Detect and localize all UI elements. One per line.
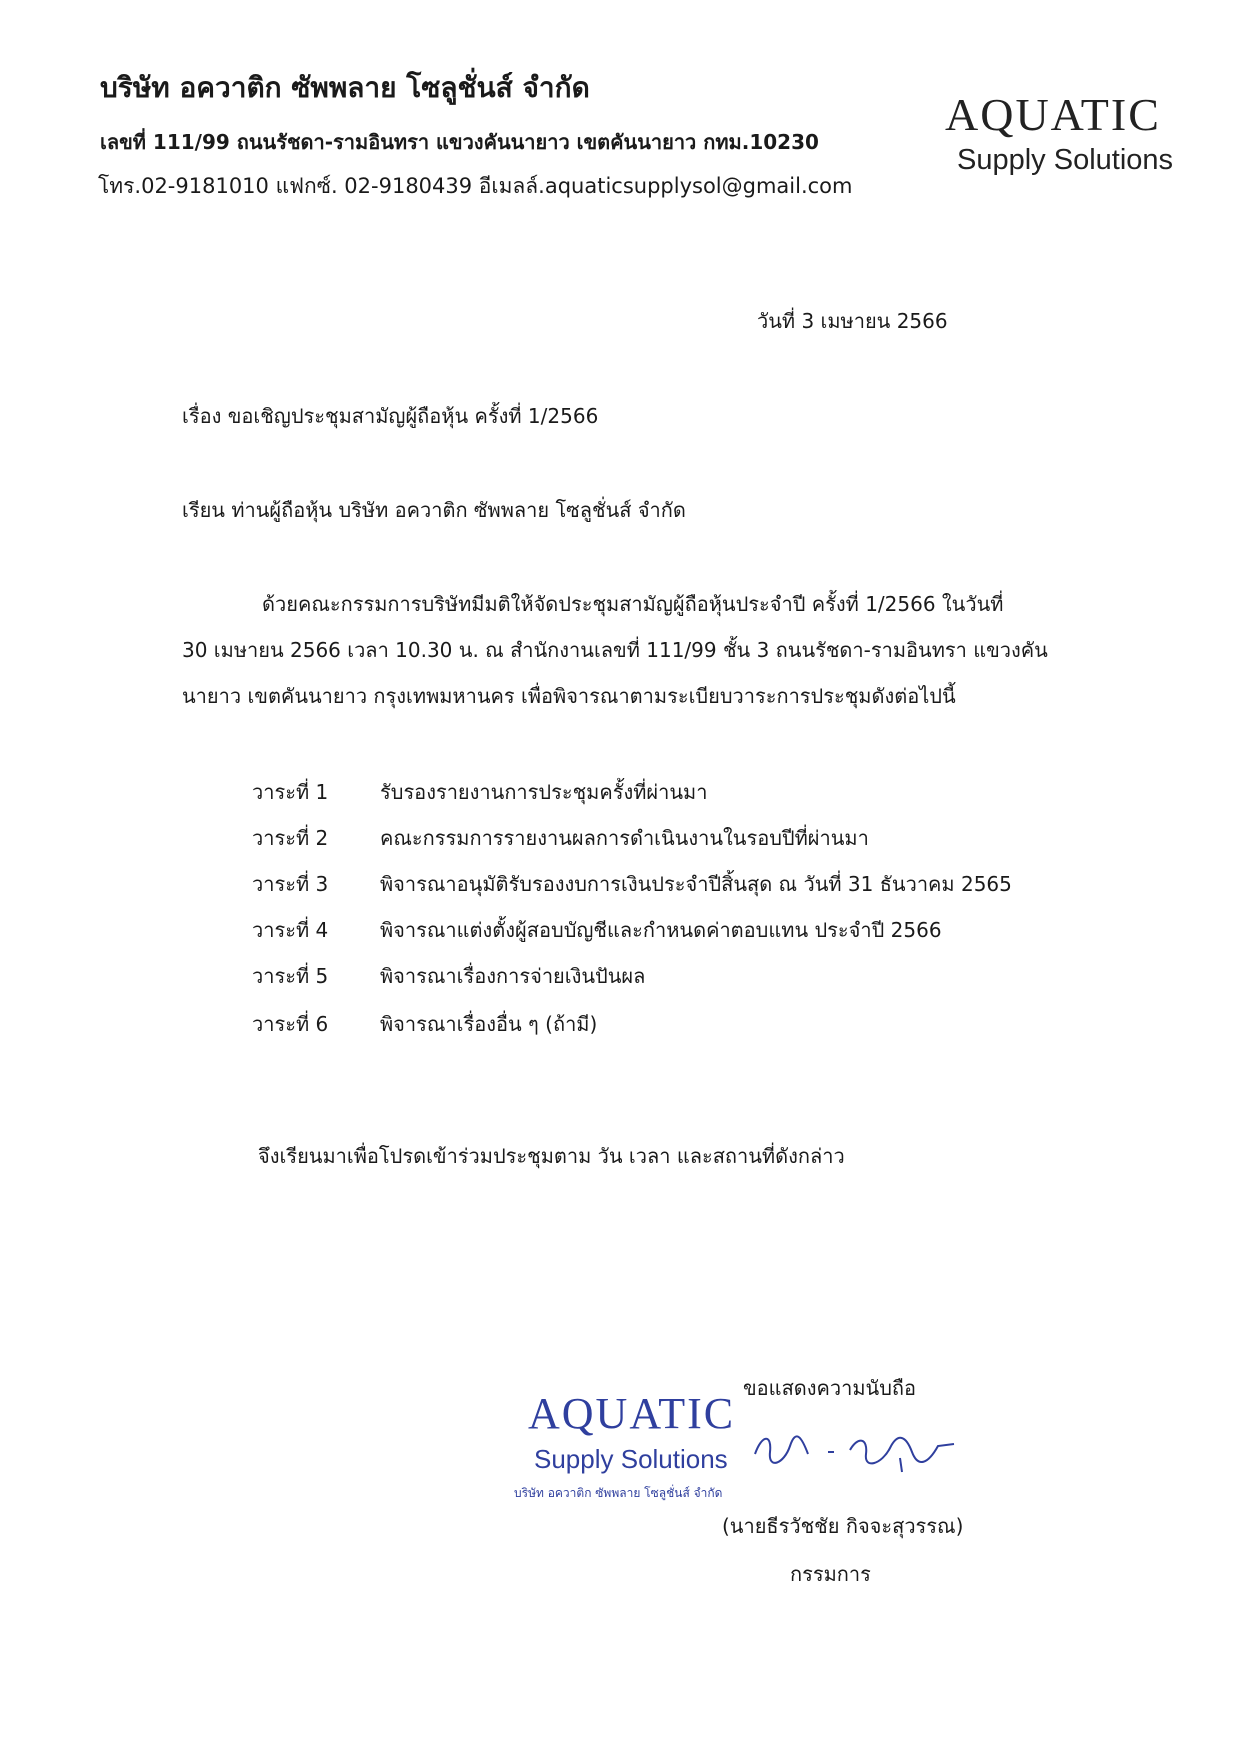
agenda-text: คณะกรรมการรายงานผลการดำเนินงานในรอบปีที่ผ่านมา bbox=[380, 826, 869, 850]
signature-scribble bbox=[750, 1424, 960, 1474]
signer-position: กรรมการ bbox=[790, 1562, 871, 1586]
agenda-number: วาระที่ 4 bbox=[252, 918, 329, 942]
company-contact: โทร.02-9181010 แฟกซ์. 02-9180439 อีเมลล์.aquaticsupplysol@gmail.com bbox=[98, 174, 853, 198]
agenda-number: วาระที่ 6 bbox=[252, 1012, 329, 1036]
company-name: บริษัท อควาติก ซัพพลาย โซลูชั่นส์ จำกัด bbox=[100, 71, 590, 104]
regards-line: ขอแสดงความนับถือ bbox=[743, 1376, 917, 1400]
letter-subject: เรื่อง ขอเชิญประชุมสามัญผู้ถือหุ้น ครั้งที่ 1/2566 bbox=[182, 404, 599, 428]
paragraph-line: ด้วยคณะกรรมการบริษัทมีมติให้จัดประชุมสามัญผู้ถือหุ้นประจำปี ครั้งที่ 1/2566 ในวันที่ bbox=[262, 592, 1004, 616]
agenda-number: วาระที่ 3 bbox=[252, 872, 329, 896]
agenda-text: รับรองรายงานการประชุมครั้งที่ผ่านมา bbox=[380, 780, 708, 804]
agenda-text: พิจารณาแต่งตั้งผู้สอบบัญชีและกำหนดค่าตอบแทน ประจำปี 2566 bbox=[380, 918, 942, 942]
stamp-wordmark: AQUATIC bbox=[528, 1389, 736, 1438]
signer-name: (นายธีรวัชชัย กิจจะสุวรรณ) bbox=[722, 1514, 964, 1538]
agenda-number: วาระที่ 2 bbox=[252, 826, 329, 850]
stamp-company-name: บริษัท อควาติก ซัพพลาย โซลูชั่นส์ จำกัด bbox=[514, 1486, 723, 1500]
paragraph-line: นายาว เขตคันนายาว กรุงเทพมหานคร เพื่อพิจารณาตามระเบียบวาระการประชุมดังต่อไปนี้ bbox=[182, 684, 956, 708]
agenda-number: วาระที่ 5 bbox=[252, 964, 329, 988]
logo-tagline: Supply Solutions bbox=[957, 144, 1174, 176]
logo-wordmark: AQUATIC bbox=[945, 89, 1161, 140]
letter-salutation: เรียน ท่านผู้ถือหุ้น บริษัท อควาติก ซัพพลาย โซลูชั่นส์ จำกัด bbox=[182, 498, 686, 522]
agenda-text: พิจารณาเรื่องอื่น ๆ (ถ้ามี) bbox=[380, 1012, 598, 1036]
company-logo bbox=[945, 89, 1210, 187]
closing-line: จึงเรียนมาเพื่อโปรดเข้าร่วมประชุมตาม วัน เวลา และสถานที่ดังกล่าว bbox=[258, 1144, 845, 1168]
company-stamp bbox=[514, 1389, 788, 1522]
letter-date: วันที่ 3 เมษายน 2566 bbox=[757, 309, 948, 333]
agenda-number: วาระที่ 1 bbox=[252, 780, 329, 804]
company-address: เลขที่ 111/99 ถนนรัชดา-รามอินทรา แขวงคันนายาว เขตคันนายาว กทม.10230 bbox=[100, 130, 819, 154]
agenda-text: พิจารณาเรื่องการจ่ายเงินปันผล bbox=[380, 964, 646, 988]
stamp-tagline: Supply Solutions bbox=[534, 1444, 728, 1474]
paragraph-line: 30 เมษายน 2566 เวลา 10.30 น. ณ สำนักงานเลขที่ 111/99 ชั้น 3 ถนนรัชดา-รามอินทรา แขวงคัน bbox=[182, 638, 1048, 662]
agenda-text: พิจารณาอนุมัติรับรองงบการเงินประจำปีสิ้นสุด ณ วันที่ 31 ธันวาคม 2565 bbox=[380, 872, 1012, 896]
